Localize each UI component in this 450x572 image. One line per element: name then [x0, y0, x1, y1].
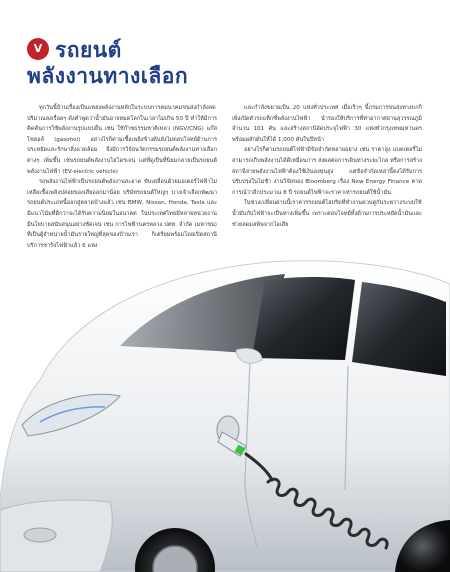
paragraph: ทุกวันนี้บ้านเรื่องเป็นแหล่งพลังงานหลักในระบบการคมนาคมขนส่งกำลังลดปริมาณลงเรื่อยๆ ดังคำพูดว่าน้ำมันอาจหมดโลกในเวลาไม่เกิน 50 ปี ทำให้มีการคิดค้นการใช้พลังงานรูปแบบอื่น เช่น ใช้ก๊าซธรรมชาติเหลว (NGV/CNG) แก๊สโซฮอล์ (gasohol) อย่างไรก็ตามเชื้อเพลิงข้างต้นยังไม่ตอบโจทย์ด้านการประหยัดและรักษาสิ่งแวดล้อม จึงมีการวิจัยนวัตกรรมรถยนต์พลังงานทางเลือกต่างๆ เพิ่มขึ้น เช่นรถยนต์พลังงานไฮโดรเจน แต่ที่ดูเป็นที่นิยมกลายเป็นรถยนต์พลังงานไฟฟ้า (EV-electric vehicle)	[27, 105, 217, 175]
paragraph: ในช่วงเปลี่ยนผ่านนี้เราควรรถยนต์ไฮบริดที่ทำงานควบคู่กันระหว่างระบบใช้น้ำมันกับไฟฟ้าจะเป็นทางเพิ่มขึ้น เพราะตอบโจทย์ทั้งด้านการประหยัดน้ำมันและช่วยลดมลพิษจากไอเสีย	[232, 200, 422, 228]
electric-car-charging-illustration	[0, 250, 450, 572]
paragraph: รถพลังงานไฟฟ้าเป็นรถยนต์พลังงานสะอาด ขับเคลื่อนด้วยมอเตอร์ไฟฟ้าไม่เหลือเชื้อเพลิงปล่อยของเสียออกมาน้อย บริษัทรถยนต์ใหญ่ๆ บางเจ้าเลือกพัฒนารถยนต์ประเภทนี้ออกสู่ตลาดบ้างแล้ว เช่น BMW, Nissan, Honda, Tesla และมีแนวโน้มที่ดีกว่าจะได้รับความนิยมในอนาคต ในประเทศไทยมีหลายหน่วยงานมีนโยบายสนับสนุนอย่างชัดเจน เช่น การไฟฟ้านครหลวง ปตท. จำกัด (มหาชน) ที่เป็นผู้จำหน่ายน้ำมันรายใหญ่ที่สุดของบ้านเรา ก็เตรียมพร้อมโดยเปิดสถานีบริการชาร์จไฟฟ้าแล้ว 6 แห่ง	[27, 179, 217, 249]
front-side-window	[252, 277, 355, 360]
fog-light	[24, 528, 56, 542]
article-header	[27, 36, 327, 86]
article-title-line-1: รถยนต์	[55, 38, 122, 62]
article-column-right	[232, 103, 422, 230]
paragraph: และกำลังขยายเป็น 20 แห่งทั่วประเทศ เมื่อเร็วๆ นี้กรมการขนส่งทางบกก็เพิ่งเปิดตัวรถแท็กซี่พลังงานไฟฟ้า นำร่องให้บริการที่ท่าอากาศยานสุวรรณภูมิจำนวน 101 คัน และสร้างสถานีอัดประจุไฟฟ้า 30 แห่งทั่วกรุงเทพมหานคร พร้อมผลักดันให้ได้ 1,000 คันในปีหน้า	[232, 105, 422, 143]
paragraph: อย่างไรก็ตามรถยนต์ไฟฟ้ามีข้อจำกัดหลายอย่าง เช่น ราคาสูง แบตเตอรี่ไม่สามารถเก็บพลังงานได้ดีเหมือนการ ส่งผลต่อการเดินทางระยะไกล หรือการสร้างสถานีจ่ายพลังงานไฟฟ้าต้องใช้เงินลงทุนสูง แต่ข้อจำกัดเหล่านี้คงได้รับการปรับปรุงในไม่ช้า งานวิจัยของ Bloomberg เรื่อง New Energy Finance คาดการณ์ว่าอีกประมาณ 8 ปี รถยนต์ไฟฟ้าจะราคาเท่ารถยนต์ใช้น้ำมัน	[232, 147, 422, 196]
section-badge: V	[27, 38, 49, 60]
article-title-line-2: พลังงานทางเลือก	[27, 64, 189, 88]
article-column-left	[27, 103, 217, 251]
